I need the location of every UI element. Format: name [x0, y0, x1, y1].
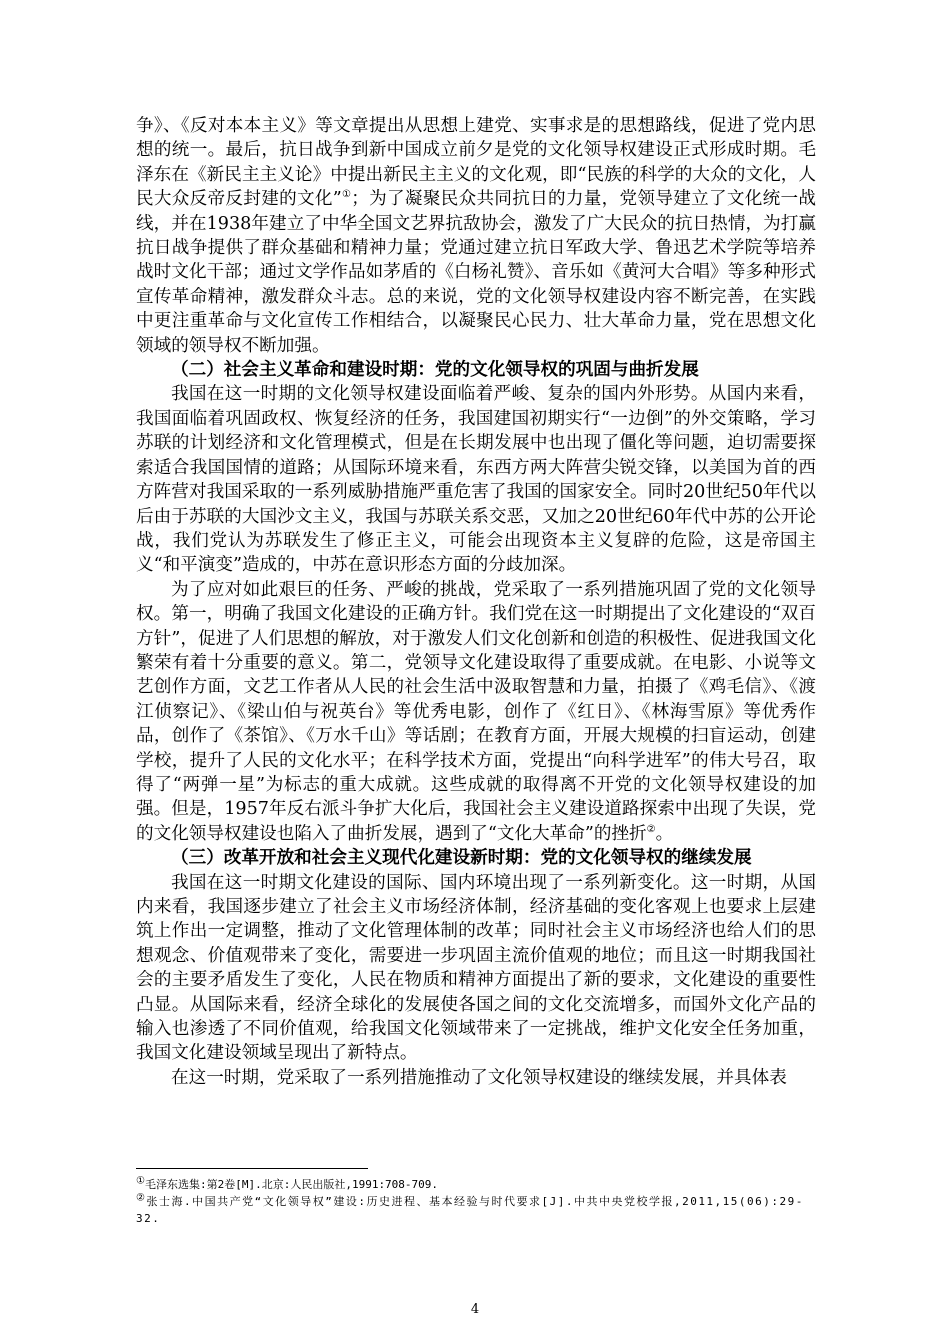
- footnotes: [136, 1176, 816, 1227]
- paragraph-text: 为了应对如此艰巨的任务、严峻的挑战，党采取了一系列措施巩固了党的文化领导权。第一，明确了我国文化建设的正确方针。我们党在这一时期提出了文化建设的“双百方针”，促进了人们思想的解放，对于激发人们文化创新和创造的积极性、促进我国文化繁荣有着十分重要的意义。第二，党领导文化建设取得了重要成就。在电影、小说等文艺创作方面，文艺工作者从人民的社会生活中汲取智慧和力量，拍摄了《鸡毛信》、《渡江侦察记》、《梁山伯与祝英台》等优秀电影，创作了《红日》、《林海雪原》等优秀作品，创作了《茶馆》、《万水千山》等话剧；在教育方面，开展大规模的扫盲运动，创建学校，提升了人民的文化水平；在科学技术方面，党提出“向科学进军”的伟大号召，取得了“两弹一星”为标志的重大成就。这些成就的取得离不开党的文化领导权建设的加强。但是，1957年反右派斗争扩大化后，我国社会主义建设道路探索中出现了失误，党的文化领导权建设也陷入了曲折发展，遇到了“文化大革命”的挫折: [136, 579, 816, 844]
- paragraph-text: 争》、《反对本本主义》等文章提出从思想上建党、实事求是的思想路线，促进了党内思想的统一。最后，抗日战争到新中国成立前夕是党的文化领导权建设正式形成时期。毛泽东在《新民主主义论》中提出新民主主义的文化观，即“民族的科学的大众的文化，人民大众反帝反封建的文化”: [136, 116, 816, 210]
- page-number: 4: [470, 1302, 480, 1317]
- footnote-marker: ②: [136, 1192, 147, 1204]
- footnote-ref-2[interactable]: ②: [646, 823, 656, 835]
- paragraph-text: ；为了凝聚民众共同抗日的力量，党领导建立了文化统一战线，并在1938年建立了中华全国文艺界抗敌协会，激发了广大民众的抗日热情，为打赢抗日战争提供了群众基础和精神力量；党通过建立抗日军政大学、鲁迅艺术学院等培养战时文化干部；通过文学作品如茅盾的《白杨礼赞》、音乐如《黄河大合唱》等多种形式宣传革命精神，激发群众斗志。总的来说，党的文化领导权建设内容不断完善，在实践中更注重革命与文化宣传工作相结合，以凝聚民心民力、壮大革命力量，党在思想文化领域的领导权不断加强。: [136, 189, 816, 356]
- paragraph-text: 。: [655, 823, 674, 844]
- body-text: [136, 114, 816, 1090]
- paragraph: 在这一时期，党采取了一系列措施推动了文化领导权建设的继续发展，并具体表: [171, 1067, 787, 1088]
- paragraph: 我国在这一时期文化建设的国际、国内环境出现了一系列新变化。这一时期，从国内来看，我国逐步建立了社会主义市场经济体制，经济基础的变化客观上也要求上层建筑上作出一定调整，推动了文化管理体制的改革；同时社会主义市场经济也给人们的思想观念、价值观带来了变化，需要进一步巩固主流价值观的地位；而且这一时期我国社会的主要矛盾发生了变化，人民在物质和精神方面提出了新的要求，文化建设的重要性凸显。从国际来看，经济全球化的发展使各国之间的文化交流增多，而国外文化产品的输入也渗透了不同价值观，给我国文化领域带来了一定挑战，维护文化安全任务加重，我国文化建设领域呈现出了新特点。: [136, 872, 816, 1064]
- paragraph: 我国在这一时期的文化领导权建设面临着严峻、复杂的国内外形势。从国内来看，我国面临着巩固政权、恢复经济的任务，我国建国初期实行“一边倒”的外交策略，学习苏联的计划经济和文化管理模式，但是在长期发展中也出现了僵化等问题，迫切需要探索适合我国国情的道路；从国际环境来看，东西方两大阵营尖锐交锋，以美国为首的西方阵营对我国采取的一系列威胁措施严重危害了我国的国家安全。同时20世纪50年代以后由于苏联的大国沙文主义，我国与苏联关系交恶，又加之20世纪60年代中苏的公开论战，我们党认为苏联发生了修正主义，可能会出现资本主义复辟的危险，这是帝国主义“和平演变”造成的，中苏在意识形态方面的分歧加深。: [136, 384, 816, 576]
- paragraph: [136, 578, 816, 846]
- footnote-1: [136, 1176, 816, 1193]
- section-heading-3: （三）改革开放和社会主义现代化建设新时期：党的文化领导权的继续发展: [171, 848, 752, 869]
- footnote-ref-1[interactable]: ①: [341, 189, 352, 201]
- footnote-separator: [136, 1168, 368, 1169]
- footnote-marker: ①: [136, 1175, 145, 1187]
- section-heading-2: （二）社会主义革命和建设时期：党的文化领导权的巩固与曲折发展: [171, 360, 699, 381]
- footnote-text: 毛泽东选集:第2卷[M].北京:人民出版社,1991:708-709.: [144, 1178, 439, 1191]
- paragraph-continued: [136, 114, 816, 358]
- footnote-text: 张士海.中国共产党“文化领导权”建设:历史进程、基本经验与时代要求[J].中共中央党校学报,2011,15(06):29-32.: [136, 1195, 804, 1225]
- footnote-2: [136, 1193, 816, 1227]
